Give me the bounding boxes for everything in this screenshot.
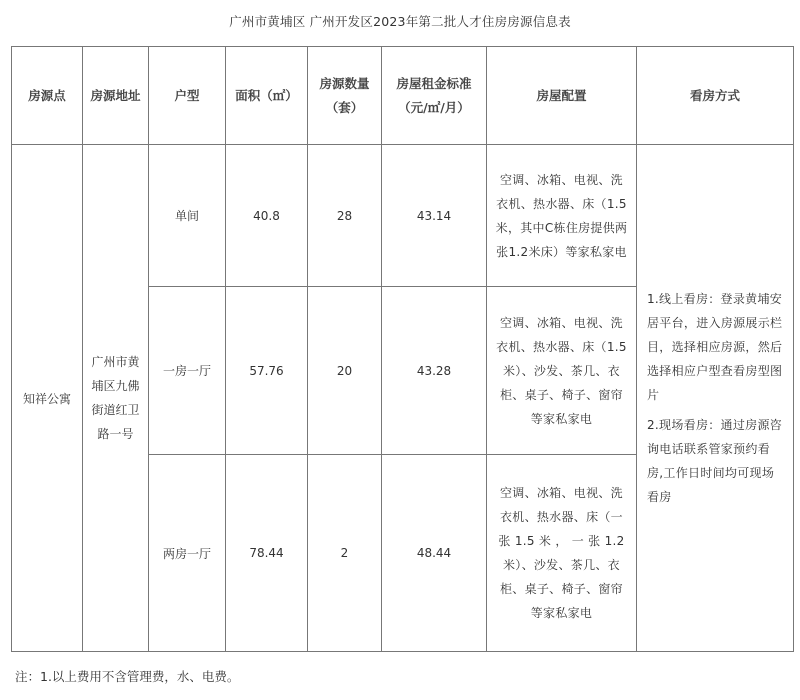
header-count-line2: （套） <box>325 99 364 115</box>
rent-cell: 43.14 <box>382 145 487 287</box>
header-rent-line2: （元/㎡/月） <box>398 99 470 115</box>
config-cell: 空调、冰箱、电视、洗衣机、热水器、床（一张 1.5 米 ， 一 张 1.2 米）、沙发、茶几、衣柜、桌子、椅子、窗帘等家私家电 <box>487 455 637 652</box>
header-count-line1: 房源数量 <box>319 75 370 91</box>
count-cell: 28 <box>308 145 382 287</box>
config-cell: 空调、冰箱、电视、洗衣机、热水器、床（1.5米，其中C栋住房提供两张1.2米床）等家私家电 <box>487 145 637 287</box>
page-title: 广州市黄埔区 广州开发区2023年第二批人才住房房源信息表 <box>229 14 571 29</box>
count-cell: 20 <box>308 287 382 455</box>
area-cell: 57.76 <box>226 287 308 455</box>
address-line: 街道红卫 <box>91 403 140 417</box>
housing-info-table <box>11 46 794 652</box>
footnote: 注：1.以上费用不含管理费，水、电费。 <box>15 669 240 684</box>
address-line: 埔区九佛 <box>91 379 140 393</box>
header-source: 房源点 <box>12 47 83 145</box>
header-viewing: 看房方式 <box>637 47 794 145</box>
viewing-online-text: 1.线上看房：登录黄埔安居平台，进入房源展示栏目，选择相应房源，然后选择相应户型查看房型图片 <box>647 292 783 402</box>
address-line: 路一号 <box>97 427 134 441</box>
address-line: 广州市黄 <box>91 355 140 369</box>
unit-type-cell: 两房一厅 <box>149 455 226 652</box>
unit-type-cell: 单间 <box>149 145 226 287</box>
header-rent-line1: 房屋租金标准 <box>396 75 472 91</box>
source-name-cell: 知祥公寓 <box>12 145 83 652</box>
rent-cell: 43.28 <box>382 287 487 455</box>
header-rent <box>382 47 487 145</box>
header-area: 面积（㎡） <box>226 47 308 145</box>
header-address: 房源地址 <box>83 47 149 145</box>
header-row <box>12 47 794 145</box>
table-row <box>12 145 794 287</box>
rent-cell: 48.44 <box>382 455 487 652</box>
area-cell: 78.44 <box>226 455 308 652</box>
unit-type-cell: 一房一厅 <box>149 287 226 455</box>
header-unit-type: 户型 <box>149 47 226 145</box>
viewing-method-cell <box>637 145 794 652</box>
area-cell: 40.8 <box>226 145 308 287</box>
config-cell: 空调、冰箱、电视、洗衣机、热水器、床（1.5米）、沙发、茶几、衣柜、桌子、椅子、窗帘等家私家电 <box>487 287 637 455</box>
header-config: 房屋配置 <box>487 47 637 145</box>
header-count <box>308 47 382 145</box>
count-cell: 2 <box>308 455 382 652</box>
address-cell <box>83 145 149 652</box>
viewing-onsite-text: 2.现场看房：通过房源咨询电话联系管家预约看房,工作日时间均可现场看房 <box>647 418 783 504</box>
